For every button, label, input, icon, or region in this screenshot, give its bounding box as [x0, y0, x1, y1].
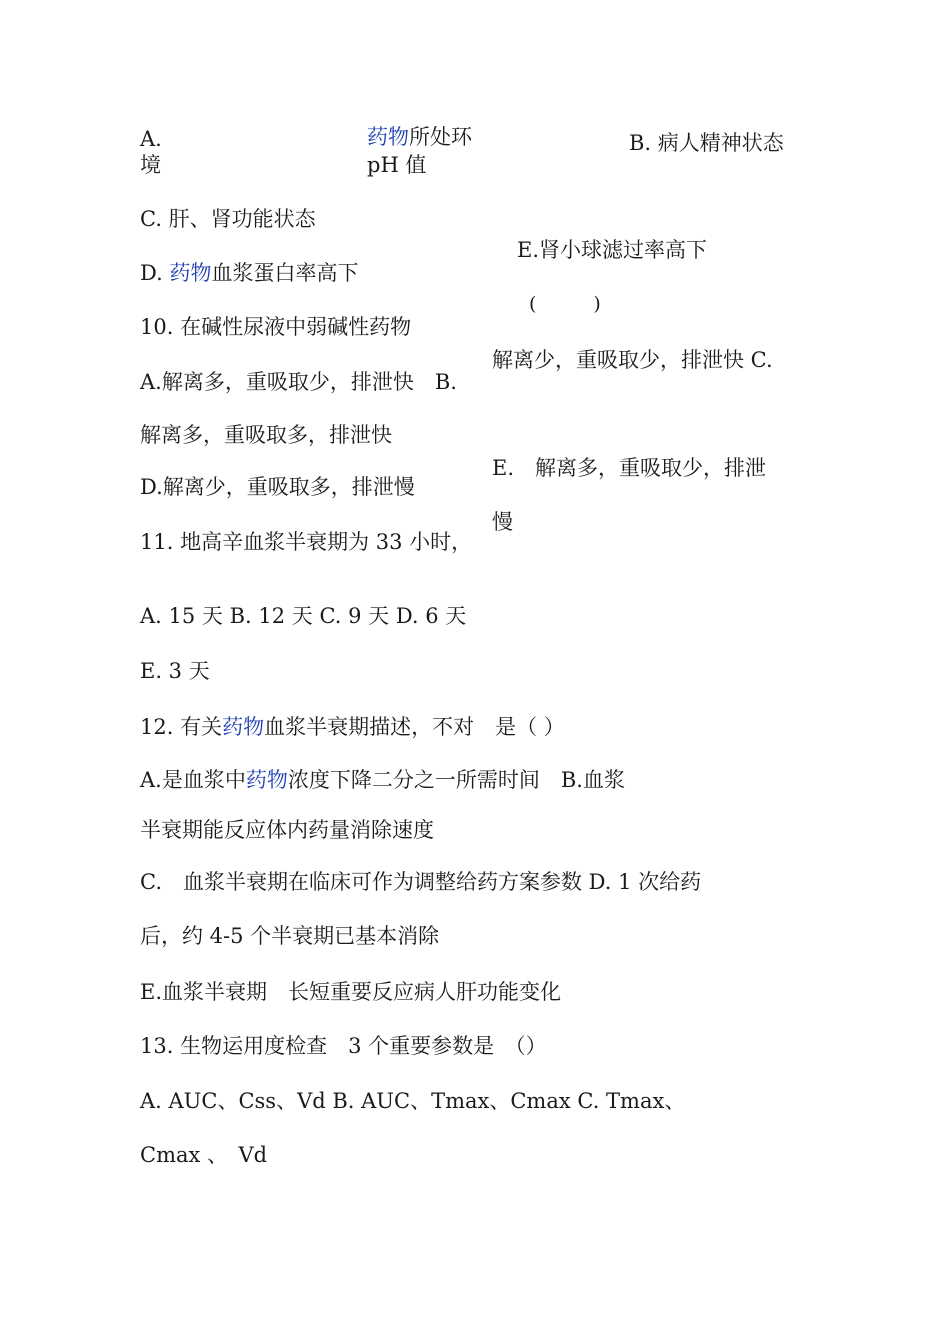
q12-line3: 半衰期能反应体内药量消除速度 — [140, 818, 434, 842]
q12-line6: E.血浆半衰期 长短重要反应病人肝功能变化 — [140, 980, 562, 1004]
q10-answer-paren: ( ) — [529, 293, 601, 315]
q10-line3-left: D.解离少，重吸取多，排泄慢 — [140, 475, 415, 499]
q9-option-a-line2: 境 — [140, 153, 161, 177]
q10-line1-left: A.解离多，重吸取少，排泄快 B. — [140, 370, 457, 394]
q9-option-a-rest: 所处环 — [409, 125, 472, 149]
q11-options-line1: A. 15 天 B. 12 天 C. 9 天 D. 6 天 — [140, 604, 467, 628]
q12-option-a-prefix: A.是血浆中 — [140, 768, 246, 792]
q9-option-c: C. 肝、肾功能状态 — [140, 207, 316, 231]
q13-options-line1: A. AUC、Css、Vd B. AUC、Tmax、Cmax C. Tmax、 — [140, 1089, 686, 1113]
q10-line1-right: 解离少，重吸取少，排泄快 C. — [492, 348, 773, 372]
q12-stem-prefix: 12. 有关 — [140, 715, 223, 739]
q9-option-d-rest: 血浆蛋白率高下 — [211, 261, 359, 285]
q9-option-a-ph: pH 值 — [367, 153, 427, 177]
q10-line3-right: 慢 — [492, 510, 513, 534]
drug-link[interactable]: 药物 — [222, 715, 265, 739]
q12-stem-rest: 血浆半衰期描述，不对 是（ ） — [264, 715, 565, 739]
q10-line2-left: 解离多，重吸取多，排泄快 — [140, 423, 392, 447]
q9-option-b: B. 病人精神状态 — [629, 131, 784, 155]
q11-options-line2: E. 3 天 — [140, 659, 210, 683]
q12-line5: 后，约 4-5 个半衰期已基本消除 — [140, 924, 440, 948]
q12-option-a-rest: 浓度下降二分之一所需时间 B.血浆 — [287, 768, 625, 792]
q10-stem: 10. 在碱性尿液中弱碱性药物 — [140, 315, 412, 339]
q12-stem — [140, 714, 565, 740]
q9-option-e: E.肾小球滤过率高下 — [517, 238, 708, 262]
drug-link[interactable]: 药物 — [367, 125, 409, 149]
q10-line2-right: E. 解离多，重吸取少，排泄 — [492, 456, 767, 480]
drug-link[interactable]: 药物 — [245, 768, 288, 792]
q13-options-line2: Cmax 、 Vd — [140, 1143, 268, 1167]
q12-line4: C. 血浆半衰期在临床可作为调整给药方案参数 D. 1 次给药 — [140, 870, 702, 894]
q13-stem: 13. 生物运用度检查 3 个重要参数是 （） — [140, 1034, 547, 1058]
q12-option-a — [140, 767, 625, 793]
q9-option-a-label: A. — [140, 127, 162, 151]
q9-option-d-prefix: D. — [140, 261, 170, 285]
q9-option-a-text — [367, 124, 472, 150]
drug-link[interactable]: 药物 — [169, 261, 212, 285]
q9-option-d — [140, 260, 358, 286]
q11-stem: 11. 地高辛血浆半衰期为 33 小时， — [140, 530, 473, 554]
